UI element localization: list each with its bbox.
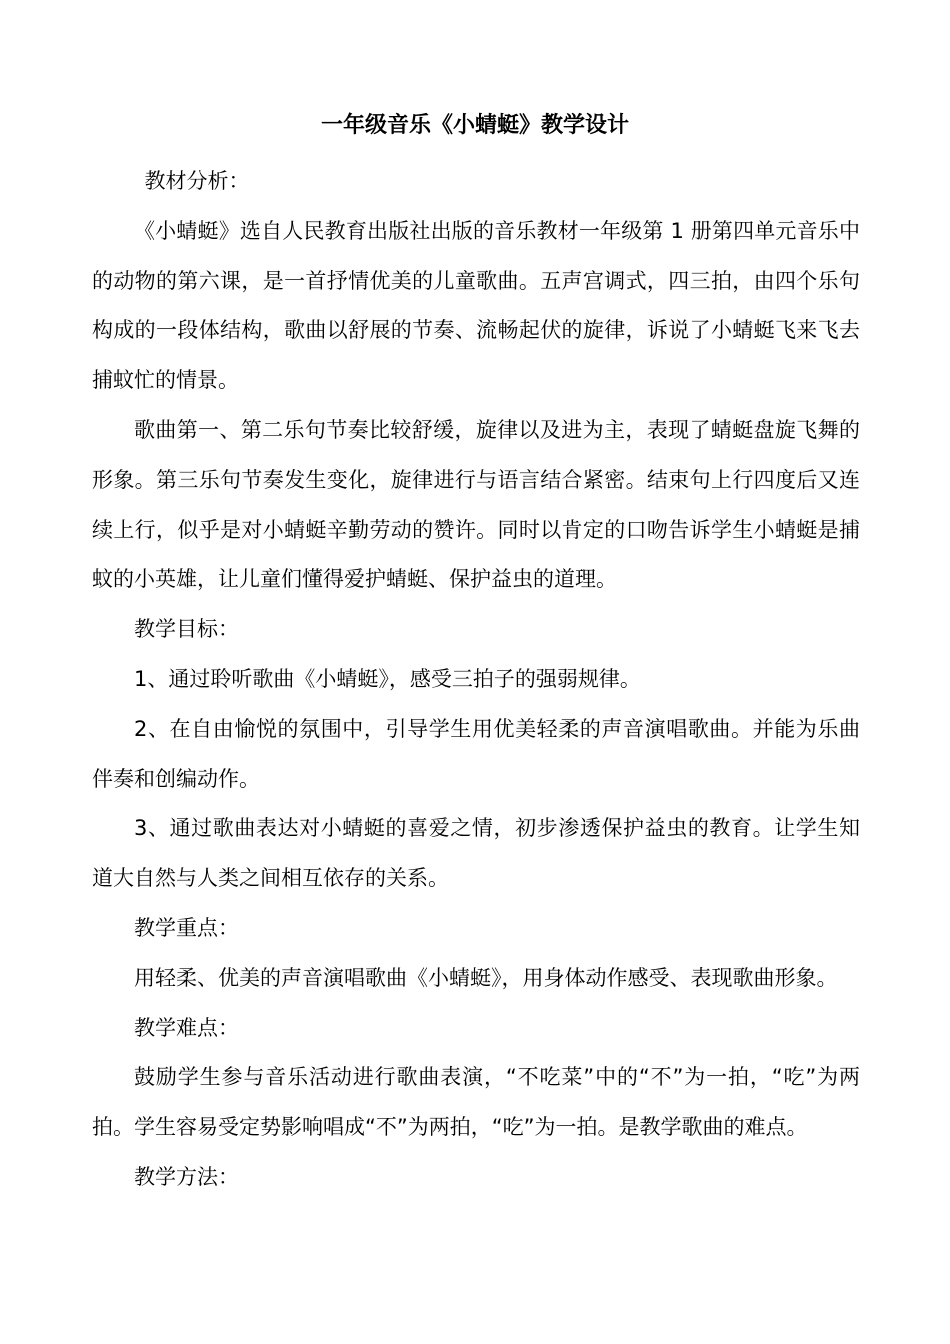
section-heading-materials-analysis: 教材分析：	[144, 169, 250, 193]
section-heading-teaching-goals: 教学目标：	[134, 617, 239, 642]
paragraph-song-structure: 歌曲第一、第二乐句节奏比较舒缓，旋律以及进为主，表现了蜻蜓盘旋飞舞的形象。第三乐句节奏发生变化，旋律进行与语言结合紧密。结束句上行四度后又连续上行，似乎是对小蜻蜓辛勤劳动的赞许。同时以肯定的口吻告诉学生小蜻蜓是捕蚊的小英雄，让儿童们懂得爱护蜻蜓、保护益虫的道理。	[92, 417, 860, 592]
document-body	[92, 157, 860, 1203]
section-heading-difficulties: 教学难点：	[134, 1015, 239, 1040]
paragraph-materials-intro: 《小蜻蜓》选自人民教育出版社出版的音乐教材一年级第 1 册第四单元音乐中的动物的第六课，是一首抒情优美的儿童歌曲。五声宫调式，四三拍，由四个乐句构成的一段体结构，歌曲以舒展的节奏、流畅起伏的旋律，诉说了小蜻蜓飞来飞去捕蚊忙的情景。	[92, 218, 860, 393]
goal-item-2: 2、在自由愉悦的氛围中，引导学生用优美轻柔的声音演唱歌曲。并能为乐曲伴奏和创编动作。	[92, 716, 860, 791]
goal-item-3: 3、通过歌曲表达对小蜻蜓的喜爱之情，初步渗透保护益虫的教育。让学生知道大自然与人类之间相互依存的关系。	[92, 816, 860, 891]
goal-item-1: 1、通过聆听歌曲《小蜻蜓》，感受三拍子的强弱规律。	[134, 666, 641, 691]
section-heading-teaching-methods: 教学方法：	[134, 1164, 239, 1189]
section-heading-key-points: 教学重点：	[134, 915, 239, 940]
document-title: 一年级音乐《小蜻蜓》教学设计	[320, 113, 629, 138]
paragraph-difficulties: 鼓励学生参与音乐活动进行歌曲表演，“不吃菜”中的“不”为一拍，“吃”为两拍。学生容易受定势影响唱成“不”为两拍，“吃”为一拍。是教学歌曲的难点。	[92, 1065, 860, 1140]
paragraph-key-points: 用轻柔、优美的声音演唱歌曲《小蜻蜓》，用身体动作感受、表现歌曲形象。	[134, 965, 838, 990]
